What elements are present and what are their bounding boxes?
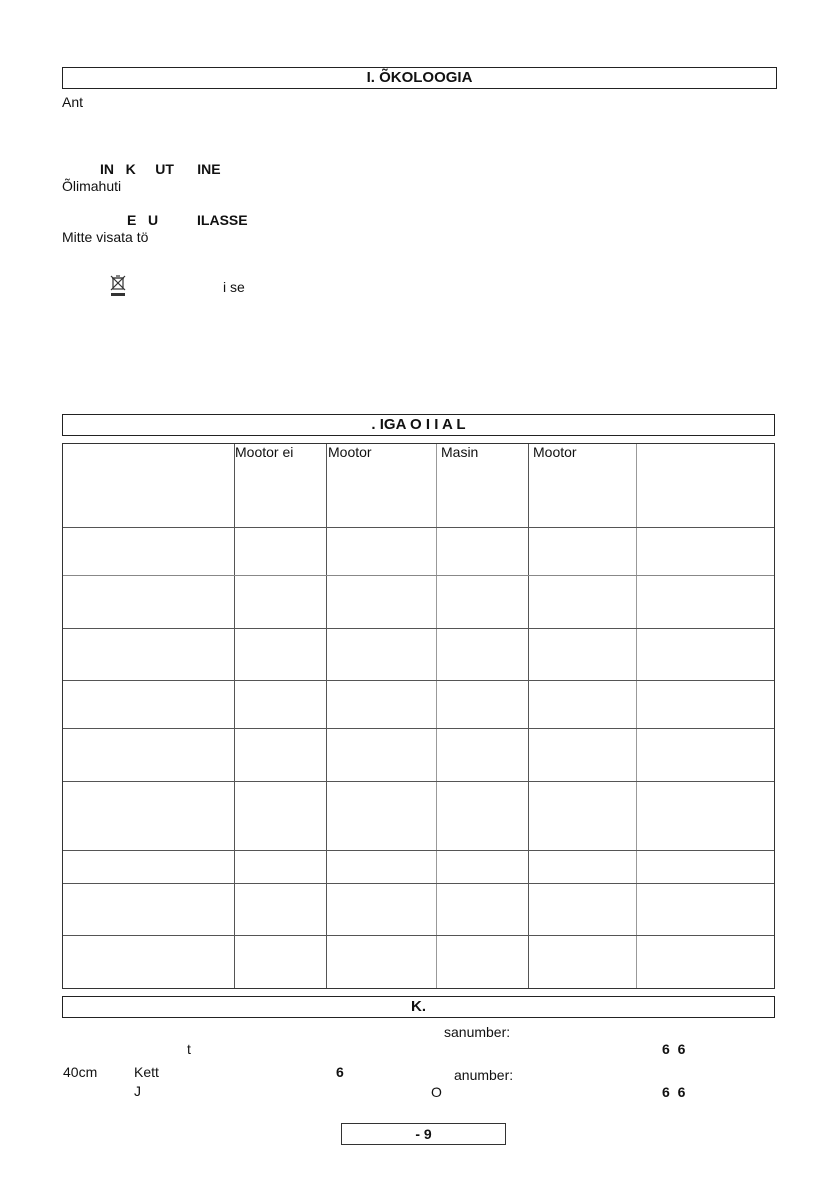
k-text-b: t [187,1041,191,1057]
section-title-k: K. [62,996,775,1018]
k-text-a: sanumber: [444,1024,511,1040]
column-header-3: Masin [441,444,479,460]
column-header-1: Mootor ei [235,444,294,460]
ecology-heading-2: E U ILASSE [127,212,248,228]
k-text-e: Kett [134,1064,159,1080]
k-text-i: O [431,1084,442,1100]
ecology-line-2: Mitte visata tö [62,229,149,245]
k-text-j: 6 6 [662,1084,686,1100]
ecology-intro: Ant [62,94,84,110]
crossed-out-bin-icon [109,274,127,298]
k-text-h: J [134,1083,141,1099]
column-header-2: Mootor [328,444,372,460]
maintenance-table [62,443,775,989]
page-number: - 9 [341,1123,506,1145]
ecology-line-1: Õlimahuti [62,178,122,194]
k-text-d: 40cm [63,1064,98,1080]
k-text-c: 6 6 [662,1041,686,1057]
section-title-ecology: I. ÕKOLOOGIA [62,67,777,89]
k-text-g: anumber: [454,1067,514,1083]
ecology-icon-text: i se [223,279,245,295]
section-title-table: . IGA O I I A L [62,414,775,436]
k-text-f: 6 [336,1064,344,1080]
column-header-4: Mootor [533,444,577,460]
ecology-heading-1: IN K UT INE [100,161,221,177]
